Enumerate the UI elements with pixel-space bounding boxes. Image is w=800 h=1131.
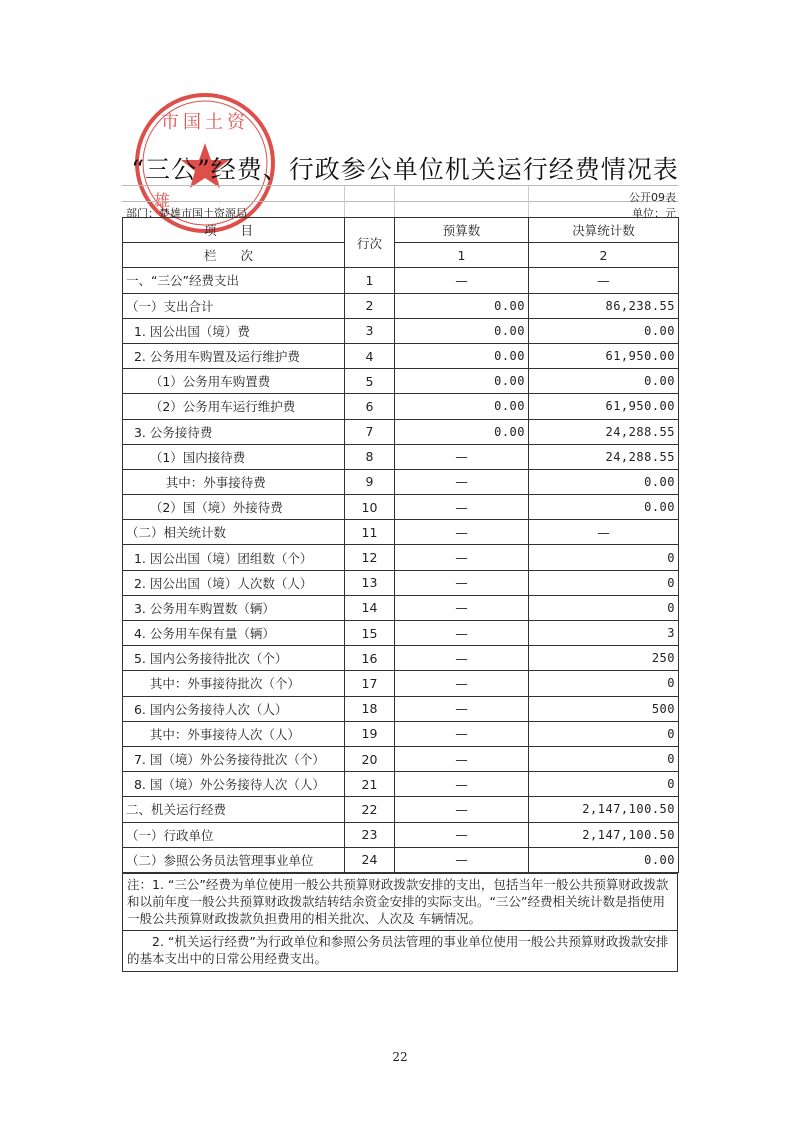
row-budget: — [395, 268, 529, 293]
header-budget: 预算数 [395, 218, 529, 243]
row-budget: 0.00 [395, 343, 529, 368]
table-row [123, 696, 679, 721]
row-budget: — [395, 696, 529, 721]
row-number: 4 [345, 343, 395, 368]
table-row [123, 570, 679, 595]
department-label: 部门：楚雄市国土资源局 [126, 207, 247, 220]
row-item: 二、机关运行经费 [123, 797, 345, 822]
row-number: 10 [345, 495, 395, 520]
row-final: 24,288.55 [529, 444, 679, 469]
table-row [123, 293, 679, 318]
table-row [123, 520, 679, 545]
row-number: 9 [345, 469, 395, 494]
table-row [123, 469, 679, 494]
row-number: 8 [345, 444, 395, 469]
row-item: 3. 公务用车购置数（辆） [123, 595, 345, 620]
table-row [123, 746, 679, 771]
row-number: 20 [345, 746, 395, 771]
table-row [123, 369, 679, 394]
row-budget: — [395, 545, 529, 570]
row-number: 24 [345, 847, 395, 872]
row-item: 8. 国（境）外公务接待人次（人） [123, 772, 345, 797]
row-number: 2 [345, 293, 395, 318]
row-budget: — [395, 570, 529, 595]
row-item: 1. 因公出国（境）费 [123, 318, 345, 343]
row-item: 一、“三公”经费支出 [123, 268, 345, 293]
sheet-grid-line [122, 185, 678, 186]
row-number: 14 [345, 595, 395, 620]
header-col2: 2 [529, 243, 679, 268]
header-col1: 1 [395, 243, 529, 268]
row-budget: — [395, 746, 529, 771]
notes-box [122, 873, 678, 972]
table-row [123, 419, 679, 444]
row-budget: — [395, 671, 529, 696]
form-code: 公开09表 [629, 191, 676, 204]
row-budget: — [395, 847, 529, 872]
row-final: 500 [529, 696, 679, 721]
row-item: 7. 国（境）外公务接待批次（个） [123, 746, 345, 771]
header-final: 决算统计数 [529, 218, 679, 243]
row-item: 5. 国内公务接待批次（个） [123, 646, 345, 671]
row-final: 0 [529, 671, 679, 696]
row-final: 61,950.00 [529, 343, 679, 368]
row-final: 0 [529, 721, 679, 746]
sheet-grid-line [344, 185, 345, 217]
row-final: 3 [529, 621, 679, 646]
row-item: 其中：外事接待费 [123, 469, 345, 494]
row-item: 其中：外事接待批次（个） [123, 671, 345, 696]
svg-text:雄: 雄 [153, 191, 171, 210]
row-final: 0.00 [529, 495, 679, 520]
row-final: 0 [529, 772, 679, 797]
table-row [123, 671, 679, 696]
sheet-grid-line [394, 185, 395, 217]
page-number: 22 [392, 1050, 408, 1064]
table-row [123, 268, 679, 293]
row-budget: — [395, 444, 529, 469]
row-final: 0 [529, 746, 679, 771]
row-budget: — [395, 520, 529, 545]
table-row [123, 822, 679, 847]
row-budget: — [395, 797, 529, 822]
row-number: 18 [345, 696, 395, 721]
table-row [123, 545, 679, 570]
row-number: 21 [345, 772, 395, 797]
note-1: 注：1. “三公”经费为单位使用一般公共预算财政拨款安排的支出，包括当年一般公共预算财政拨款和以前年度一般公共预算财政拨款结转结余资金安排的实际支出。“三公”经费相关统计数是指使用一般公共预算财政拨款负担费用的相关批次、人次及 车辆情况。 [127, 877, 669, 926]
row-budget: — [395, 495, 529, 520]
row-item: 其中：外事接待人次（人） [123, 721, 345, 746]
row-item: （1）国内接待费 [123, 444, 345, 469]
row-number: 13 [345, 570, 395, 595]
sheet-grid-line [122, 201, 678, 202]
table-body [123, 268, 679, 873]
row-number: 6 [345, 394, 395, 419]
row-final: 0 [529, 545, 679, 570]
row-budget: — [395, 595, 529, 620]
table-row [123, 595, 679, 620]
sheet-grid-line [528, 185, 529, 217]
row-budget: — [395, 822, 529, 847]
row-item: 1. 因公出国（境）团组数（个） [123, 545, 345, 570]
table-row [123, 772, 679, 797]
row-item: （一）行政单位 [123, 822, 345, 847]
row-number: 7 [345, 419, 395, 444]
table-row [123, 394, 679, 419]
row-item: （二）相关统计数 [123, 520, 345, 545]
row-number: 3 [345, 318, 395, 343]
row-final: 0.00 [529, 318, 679, 343]
row-final: 24,288.55 [529, 419, 679, 444]
row-item: （1）公务用车购置费 [123, 369, 345, 394]
row-final: 0.00 [529, 847, 679, 872]
row-final: — [529, 268, 679, 293]
row-number: 17 [345, 671, 395, 696]
note-2: 2. “机关运行经费”为行政单位和参照公务员法管理的事业单位使用一般公共预算财政拨款安排的基本支出中的日常公用经费支出。 [123, 930, 677, 969]
table-row [123, 343, 679, 368]
header-row-no: 行次 [345, 218, 395, 268]
row-item: 6. 国内公务接待人次（人） [123, 696, 345, 721]
table-row [123, 797, 679, 822]
report-title: “三公”经费、行政参公单位机关运行经费情况表 [131, 155, 679, 184]
table-row [123, 646, 679, 671]
row-number: 11 [345, 520, 395, 545]
row-final: 61,950.00 [529, 394, 679, 419]
row-item: （2）国（境）外接待费 [123, 495, 345, 520]
row-number: 12 [345, 545, 395, 570]
row-number: 16 [345, 646, 395, 671]
row-item: （一）支出合计 [123, 293, 345, 318]
row-final: 0.00 [529, 469, 679, 494]
unit-label: 单位：元 [632, 207, 676, 220]
row-number: 15 [345, 621, 395, 646]
row-final: 0 [529, 595, 679, 620]
row-number: 19 [345, 721, 395, 746]
row-item: （2）公务用车运行维护费 [123, 394, 345, 419]
row-budget: — [395, 772, 529, 797]
table-row [123, 621, 679, 646]
row-final: 2,147,100.50 [529, 797, 679, 822]
row-final: — [529, 520, 679, 545]
row-number: 22 [345, 797, 395, 822]
row-number: 1 [345, 268, 395, 293]
row-number: 23 [345, 822, 395, 847]
row-item: 2. 公务用车购置及运行维护费 [123, 343, 345, 368]
row-budget: — [395, 621, 529, 646]
row-final: 250 [529, 646, 679, 671]
row-budget: — [395, 721, 529, 746]
row-budget: 0.00 [395, 394, 529, 419]
row-budget: — [395, 469, 529, 494]
table-row [123, 495, 679, 520]
svg-text:市国土资: 市国土资 [161, 112, 249, 133]
row-final: 0.00 [529, 369, 679, 394]
row-final: 86,238.55 [529, 293, 679, 318]
row-item: 4. 公务用车保有量（辆） [123, 621, 345, 646]
table-row [123, 444, 679, 469]
row-budget: — [395, 646, 529, 671]
header-item: 项 目 [123, 218, 345, 243]
table-row [123, 318, 679, 343]
expense-table [122, 217, 679, 873]
row-number: 5 [345, 369, 395, 394]
row-item: 3. 公务接待费 [123, 419, 345, 444]
table-row [123, 847, 679, 872]
row-final: 0 [529, 570, 679, 595]
row-item: 2. 因公出国（境）人次数（人） [123, 570, 345, 595]
row-budget: 0.00 [395, 318, 529, 343]
header-row-label: 栏 次 [123, 243, 345, 268]
row-item: （二）参照公务员法管理事业单位 [123, 847, 345, 872]
row-final: 2,147,100.50 [529, 822, 679, 847]
row-budget: 0.00 [395, 369, 529, 394]
table-row [123, 721, 679, 746]
row-budget: 0.00 [395, 293, 529, 318]
row-budget: 0.00 [395, 419, 529, 444]
